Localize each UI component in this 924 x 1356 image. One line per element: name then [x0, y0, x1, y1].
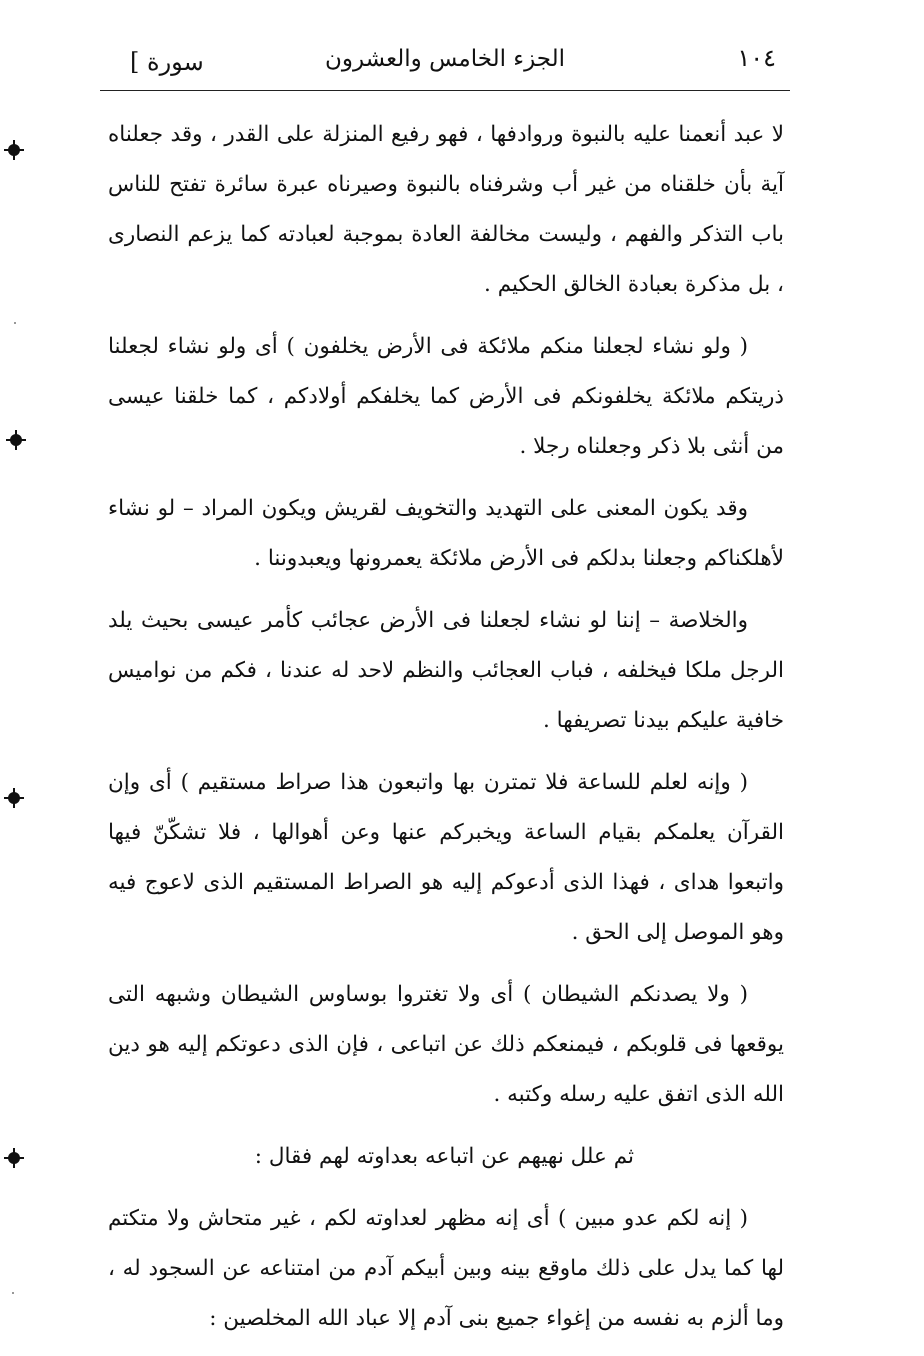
running-title: الجزء الخامس والعشرون: [324, 46, 566, 72]
paragraph-8: ( إنه لكم عدو مبين ) أى إنه مظهر لعداوته لكم ، غير متحاش ولا متكتم لها كما يدل على ذلك ماوقع بينه وبين أبيكم آدم من امتناعه عن السجود له ، وما ألزم به نفسه من إغواء جميع بنى آدم إلا عباد الله المخلصين :: [108, 1206, 784, 1331]
binding-hole-mark: [8, 144, 20, 156]
binding-hole-mark: [8, 1152, 20, 1164]
scan-speck: [14, 322, 16, 324]
binding-hole-mark: [8, 792, 20, 804]
paragraph-4: والخلاصة – إننا لو نشاء لجعلنا فى الأرض عجائب كأمر عيسى بحيث يلد الرجل ملكا فيخلفه ، فباب العجائب والنظم لاحد له عندنا ، فكم من نواميس خافية عليكم بيدنا تصريفها .: [108, 608, 784, 733]
paragraph-5: ( وإنه لعلم للساعة فلا تمترن بها واتبعون هذا صراط مستقيم ) أى وإن القرآن يعلمكم بقيام الساعة ويخبركم عنها وعن أهوالها ، فلا تشكّنّ فيها واتبعوا هداى ، فهذا الذى أدعوكم إليه هو الصراط المستقيم الذى لاعوج فيه وهو الموصل إلى الحق .: [108, 770, 784, 945]
paragraph-1: لا عبد أنعمنا عليه بالنبوة وروادفها ، فهو رفيع المنزلة على القدر ، وقد جعلناه آية بأن خلقناه من غير أب وشرفناه بالنبوة وصيرناه عبرة سائرة تفتح للناس باب التذكر والفهم ، وليست مخالفة العادة بموجبة لعبادته كما يزعم النصارى ، بل مذكرة بعبادة الخالق الحكيم .: [108, 122, 784, 297]
paragraph-6: ( ولا يصدنكم الشيطان ) أى ولا تغتروا بوساوس الشيطان وشبهه التى يوقعها فى قلوبكم ، فيمنعكم ذلك عن اتباعى ، فإن الذى دعوتكم إليه هو دين الله الذى اتفق عليه رسله وكتبه .: [108, 982, 784, 1107]
page-number: ١٠٤: [737, 44, 776, 72]
header-rule: [100, 90, 790, 91]
surah-label: [ سورة: [130, 48, 204, 76]
paragraph-7: ثم علل نهيهم عن اتباعه بعداوته لهم فقال :: [254, 1144, 634, 1169]
page-header: [100, 38, 790, 88]
binding-hole-mark: [10, 434, 22, 446]
paragraph-3: وقد يكون المعنى على التهديد والتخويف لقريش ويكون المراد – لو نشاء لأهلكناكم وجعلنا بدلكم فى الأرض ملائكة يعمرونها ويعبدوننا .: [108, 496, 784, 571]
paragraph-2: ( ولو نشاء لجعلنا منكم ملائكة فى الأرض يخلفون ) أى ولو نشاء لجعلنا ذريتكم ملائكة يخلفونكم فى الأرض كما يخلفكم أولادكم ، كما خلقنا عيسى من أنثى بلا ذكر وجعلناه رجلا .: [108, 334, 784, 459]
scan-speck: [12, 1292, 14, 1294]
body-text: [108, 110, 784, 1356]
